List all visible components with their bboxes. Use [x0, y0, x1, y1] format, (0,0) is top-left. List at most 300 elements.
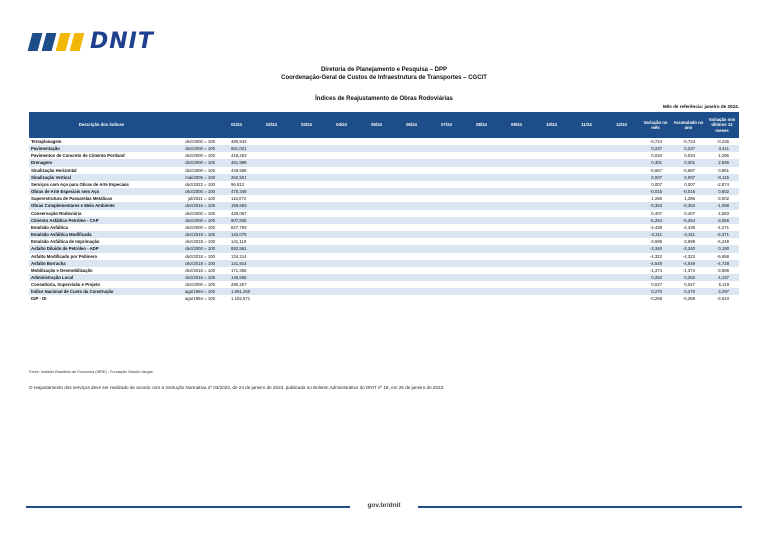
empty-month-cell [289, 167, 324, 174]
col-header-month: 11/24 [569, 112, 604, 138]
index-name-cell: Administração Local [29, 274, 174, 281]
empty-month-cell [289, 238, 324, 245]
twelve-month-variation-cell: -1,098 [705, 202, 739, 209]
empty-month-cell [394, 231, 429, 238]
empty-month-cell [534, 181, 569, 188]
empty-month-cell [534, 195, 569, 202]
index-value-cell: 141,914 [219, 260, 254, 267]
monthly-variation-cell: -4,322 [649, 253, 662, 259]
monthly-variation-cell: 0,027 [651, 282, 662, 288]
empty-month-cell [464, 253, 499, 260]
empty-month-cell [394, 295, 429, 302]
empty-month-cell [569, 195, 604, 202]
index-name-cell: Sinalização Horizontal [31, 167, 77, 173]
empty-month-cell [324, 138, 359, 145]
table-row [29, 167, 739, 174]
footer-url: gov.br/dnit [367, 502, 401, 509]
index-value-cell: 892,861 [219, 245, 254, 252]
footer-line-right [418, 506, 742, 508]
table-row [29, 253, 739, 260]
empty-month-cell [289, 288, 324, 295]
empty-month-cell [289, 253, 324, 260]
empty-month-cell [604, 152, 639, 159]
base-period-cell: ago/1994 = 100 [174, 288, 219, 295]
twelve-month-variation-cell: -0,236 [716, 139, 729, 144]
empty-month-cell [324, 238, 359, 245]
empty-month-cell [254, 238, 289, 245]
empty-month-cell [604, 188, 639, 195]
base-period-cell: dez/2000 = 100 [185, 167, 215, 173]
empty-month-cell [534, 231, 569, 238]
empty-month-cell [254, 202, 289, 209]
empty-month-cell [359, 245, 394, 252]
empty-month-cell [254, 274, 289, 281]
empty-month-cell [569, 167, 604, 174]
empty-month-cell [429, 295, 464, 302]
empty-month-cell [394, 174, 429, 181]
empty-month-cell [254, 167, 289, 174]
table-row [29, 159, 739, 166]
index-name-cell: Conservação Rodoviária [31, 210, 82, 216]
empty-month-cell [499, 245, 534, 252]
empty-month-cell [604, 238, 639, 245]
index-name-cell: Pavimentação [29, 145, 174, 152]
base-period-cell: dez/2018 = 100 [174, 260, 219, 267]
empty-month-cell [324, 253, 359, 260]
empty-month-cell [604, 138, 639, 145]
empty-month-cell [464, 210, 499, 217]
indices-table [29, 112, 739, 303]
empty-month-cell [569, 260, 604, 267]
empty-month-cell [499, 138, 534, 145]
empty-month-cell [569, 145, 604, 152]
dnit-logo [30, 29, 154, 54]
empty-month-cell [394, 224, 429, 231]
empty-month-cell [289, 281, 324, 288]
empty-month-cell [359, 188, 394, 195]
year-accumulated-cell: 0,034 [684, 153, 695, 159]
monthly-variation-cell: 0,007 [639, 174, 672, 181]
empty-month-cell [289, 181, 324, 188]
col-header-month: 08/24 [464, 112, 499, 138]
monthly-variation-cell: 0,252 [639, 274, 672, 281]
index-value-cell: 461,999 [219, 159, 254, 166]
empty-month-cell [429, 210, 464, 217]
empty-month-cell [464, 138, 499, 145]
empty-month-cell [429, 138, 464, 145]
empty-month-cell [569, 281, 604, 288]
empty-month-cell [394, 159, 429, 166]
col-header-month: 03/24 [289, 112, 324, 138]
empty-month-cell [429, 188, 464, 195]
twelve-month-variation-cell: -4,728 [705, 260, 739, 267]
empty-month-cell [534, 217, 569, 224]
index-name-cell: Terraplanagem [31, 139, 62, 144]
empty-month-cell [324, 188, 359, 195]
empty-month-cell [254, 260, 289, 267]
col-header-month: 06/24 [394, 112, 429, 138]
empty-month-cell [324, 159, 359, 166]
year-accumulated-cell: 0,270 [672, 288, 705, 295]
monthly-variation-cell: -3,311 [639, 231, 672, 238]
empty-month-cell [324, 295, 359, 302]
twelve-month-variation-cell: -3,886 [716, 267, 729, 273]
monthly-variation-cell: -0,015 [639, 188, 672, 195]
empty-month-cell [534, 188, 569, 195]
empty-month-cell [604, 167, 639, 174]
index-value-cell: 827,793 [231, 224, 247, 230]
index-name-cell: Emulsão Asfáltica Modificada [29, 231, 174, 238]
empty-month-cell [499, 202, 534, 209]
empty-month-cell [254, 210, 289, 217]
empty-month-cell [604, 245, 639, 252]
empty-month-cell [359, 217, 394, 224]
year-accumulated-cell: -0,667 [682, 167, 695, 173]
monthly-variation-cell: -0,667 [649, 167, 662, 173]
monthly-variation-cell: -1,374 [649, 267, 662, 273]
empty-month-cell [464, 245, 499, 252]
logo-text: DNIT [90, 29, 154, 54]
index-name-cell: Cimento Asfáltico Petróleo - CAP [29, 217, 174, 224]
empty-month-cell [394, 267, 429, 274]
footer-line-left [26, 506, 350, 508]
empty-month-cell [499, 167, 534, 174]
empty-month-cell [254, 231, 289, 238]
index-name-cell: Serviços com Aço para Obras de Arte Especiais [31, 181, 129, 187]
table-row [29, 195, 739, 202]
empty-month-cell [569, 181, 604, 188]
empty-month-cell [359, 224, 394, 231]
empty-month-cell [359, 167, 394, 174]
empty-month-cell [604, 210, 639, 217]
col-header-month: 07/24 [429, 112, 464, 138]
empty-month-cell [324, 181, 359, 188]
empty-month-cell [534, 152, 569, 159]
empty-month-cell [569, 274, 604, 281]
empty-month-cell [289, 260, 324, 267]
empty-month-cell [604, 181, 639, 188]
base-period-cell: jul/2021 = 100 [187, 196, 215, 202]
empty-month-cell [534, 145, 569, 152]
twelve-month-variation-cell: -0,115 [705, 174, 739, 181]
empty-month-cell [394, 167, 429, 174]
col-header-var-mes: Variação no mês [639, 112, 672, 138]
empty-month-cell [534, 253, 569, 260]
empty-month-cell [254, 267, 289, 274]
year-accumulated-cell: -3,340 [672, 245, 705, 252]
empty-month-cell [429, 245, 464, 252]
index-name-cell: Consultoria, Supervisão e Projeto [31, 282, 101, 288]
empty-month-cell [359, 295, 394, 302]
empty-month-cell [359, 210, 394, 217]
twelve-month-variation-cell: 1,296 [718, 153, 729, 159]
logo-bar-3 [56, 33, 71, 51]
empty-month-cell [289, 274, 324, 281]
empty-month-cell [289, 138, 324, 145]
col-header-month: 12/24 [604, 112, 639, 138]
table-row [29, 231, 739, 238]
year-accumulated-cell: -0,353 [672, 202, 705, 209]
base-period-cell: dez/2018 = 100 [185, 253, 215, 259]
twelve-month-variation-cell: 4,583 [718, 210, 729, 216]
base-period-cell: dez/2000 = 100 [174, 245, 219, 252]
empty-month-cell [464, 288, 499, 295]
empty-month-cell [534, 274, 569, 281]
empty-month-cell [289, 224, 324, 231]
empty-month-cell [499, 231, 534, 238]
empty-month-cell [254, 224, 289, 231]
table-row [29, 281, 739, 288]
empty-month-cell [604, 224, 639, 231]
twelve-month-variation-cell: -3,610 [716, 296, 729, 302]
empty-month-cell [604, 267, 639, 274]
empty-month-cell [499, 260, 534, 267]
twelve-month-variation-cell: 0,190 [705, 245, 739, 252]
index-value-cell: 418,463 [231, 153, 247, 159]
empty-month-cell [569, 231, 604, 238]
base-period-cell: dez/2000 = 100 [185, 210, 215, 216]
empty-month-cell [254, 195, 289, 202]
table-header-row [29, 112, 739, 138]
empty-month-cell [254, 288, 289, 295]
base-period-cell: dez/2000 = 100 [185, 153, 215, 159]
monthly-variation-cell: -0,353 [639, 202, 672, 209]
empty-month-cell [499, 181, 534, 188]
empty-month-cell [604, 295, 639, 302]
empty-month-cell [394, 260, 429, 267]
empty-month-cell [534, 267, 569, 274]
empty-month-cell [429, 253, 464, 260]
empty-month-cell [394, 152, 429, 159]
index-name-cell: Emulsão Asfáltica de Imprimação [31, 239, 100, 245]
empty-month-cell [394, 253, 429, 260]
index-value-cell: 141,119 [231, 239, 247, 245]
empty-month-cell [429, 281, 464, 288]
empty-month-cell [569, 138, 604, 145]
monthly-variation-cell: -0,269 [649, 296, 662, 302]
empty-month-cell [534, 238, 569, 245]
monthly-variation-cell: -3,340 [639, 245, 672, 252]
empty-month-cell [499, 188, 534, 195]
year-accumulated-cell: -4,549 [672, 260, 705, 267]
table-row [29, 260, 739, 267]
index-value-cell: 470,348 [219, 188, 254, 195]
twelve-month-variation-cell: -5,658 [716, 253, 729, 259]
empty-month-cell [534, 245, 569, 252]
twelve-month-variation-cell: 0,602 [705, 188, 739, 195]
empty-month-cell [289, 145, 324, 152]
monthly-variation-cell: 0,034 [651, 153, 662, 159]
col-header-acum-ano: Acumulado no ano [672, 112, 705, 138]
document-title: Índices de Reajustamento de Obras Rodoviárias [315, 96, 453, 102]
index-value-cell: 171,365 [231, 267, 247, 273]
monthly-variation-cell: 0,270 [639, 288, 672, 295]
logo-bar-1 [28, 33, 43, 51]
empty-month-cell [464, 238, 499, 245]
twelve-month-variation-cell: -3,002 [716, 196, 729, 202]
base-period-cell: mai/2005 = 100 [174, 174, 219, 181]
empty-month-cell [359, 138, 394, 145]
table-row [29, 181, 739, 188]
index-name-cell: Emulsão Asfáltica [31, 224, 68, 230]
empty-month-cell [359, 152, 394, 159]
index-value-cell: 262,501 [219, 174, 254, 181]
empty-month-cell [394, 138, 429, 145]
empty-month-cell [254, 217, 289, 224]
empty-month-cell [569, 253, 604, 260]
empty-month-cell [429, 181, 464, 188]
twelve-month-variation-cell: -4,271 [716, 224, 729, 230]
empty-month-cell [569, 188, 604, 195]
empty-month-cell [499, 145, 534, 152]
empty-month-cell [289, 152, 324, 159]
index-value-cell: 96,812 [231, 181, 245, 187]
empty-month-cell [394, 245, 429, 252]
monthly-variation-cell: 0,007 [651, 181, 662, 187]
empty-month-cell [464, 231, 499, 238]
empty-month-cell [254, 295, 289, 302]
monthly-variation-cell: -4,438 [649, 224, 662, 230]
table-row [29, 210, 739, 217]
year-accumulated-cell: -1,374 [682, 267, 695, 273]
empty-month-cell [569, 202, 604, 209]
empty-month-cell [569, 245, 604, 252]
base-period-cell: dez/2016 = 100 [174, 274, 219, 281]
monthly-variation-cell: -3,689 [649, 239, 662, 245]
empty-month-cell [254, 152, 289, 159]
empty-month-cell [429, 224, 464, 231]
empty-month-cell [604, 217, 639, 224]
empty-month-cell [289, 267, 324, 274]
empty-month-cell [394, 145, 429, 152]
empty-month-cell [324, 260, 359, 267]
empty-month-cell [534, 281, 569, 288]
empty-month-cell [289, 188, 324, 195]
empty-month-cell [499, 152, 534, 159]
empty-month-cell [464, 260, 499, 267]
empty-month-cell [464, 145, 499, 152]
twelve-month-variation-cell: 5,119 [718, 282, 729, 288]
year-accumulated-cell: -4,438 [682, 224, 695, 230]
index-name-cell: Drenagem [29, 159, 174, 166]
empty-month-cell [429, 152, 464, 159]
base-period-cell: dez/2000 = 100 [185, 139, 215, 144]
empty-month-cell [324, 195, 359, 202]
empty-month-cell [499, 217, 534, 224]
col-header-month: 02/24 [254, 112, 289, 138]
index-value-cell: 428,067 [231, 210, 247, 216]
table-row [29, 245, 739, 252]
empty-month-cell [324, 267, 359, 274]
col-header-var-12: Variação nos últimos 12 meses [705, 112, 739, 138]
empty-month-cell [534, 159, 569, 166]
empty-month-cell [499, 224, 534, 231]
index-value-cell: 142,075 [219, 231, 254, 238]
empty-month-cell [324, 217, 359, 224]
empty-month-cell [289, 210, 324, 217]
empty-month-cell [569, 238, 604, 245]
index-value-cell: 1.091,250 [219, 288, 254, 295]
empty-month-cell [534, 210, 569, 217]
year-accumulated-cell: 0,007 [684, 181, 695, 187]
index-name-cell: Asfalto Diluído de Petróleo - ADP [29, 245, 174, 252]
logo-bar-2 [42, 33, 57, 51]
empty-month-cell [464, 217, 499, 224]
table-row [29, 174, 739, 181]
empty-month-cell [289, 217, 324, 224]
empty-month-cell [569, 217, 604, 224]
empty-month-cell [569, 288, 604, 295]
table-row [29, 224, 739, 231]
regulation-note: O reajustamento dos serviços deve ser realizado de acordo com a Instrução Normativa nº 03/2023, de 24 de janeiro de 2023, publicada no Boletim Administrativo do DNIT nº 18, em 25 de janeiro de 2023. [29, 385, 445, 390]
empty-month-cell [604, 260, 639, 267]
base-period-cell: dez/2000 = 100 [174, 188, 219, 195]
empty-month-cell [464, 281, 499, 288]
empty-month-cell [254, 145, 289, 152]
empty-month-cell [289, 245, 324, 252]
empty-month-cell [429, 159, 464, 166]
col-header-month: 09/24 [499, 112, 534, 138]
index-name-cell: Asfalto Modificado por Polímero [31, 253, 98, 259]
empty-month-cell [534, 174, 569, 181]
table-row [29, 138, 739, 145]
index-name-cell: Asfalto Borracha [29, 260, 174, 267]
base-period-cell: dez/2016 = 100 [185, 267, 215, 273]
index-value-cell: 561,021 [219, 145, 254, 152]
empty-month-cell [324, 231, 359, 238]
empty-month-cell [429, 202, 464, 209]
empty-month-cell [499, 267, 534, 274]
monthly-variation-cell: 0,301 [639, 159, 672, 166]
empty-month-cell [604, 231, 639, 238]
year-accumulated-cell: -4,322 [682, 253, 695, 259]
empty-month-cell [464, 167, 499, 174]
directorate-heading: Diretoria de Planejamento e Pesquisa – DPP [320, 67, 448, 73]
empty-month-cell [394, 195, 429, 202]
base-period-cell: dez/2000 = 100 [174, 145, 219, 152]
empty-month-cell [499, 288, 534, 295]
empty-month-cell [394, 210, 429, 217]
empty-month-cell [359, 181, 394, 188]
index-name-cell: Obras Complementares e Meio Ambiente [29, 202, 174, 209]
empty-month-cell [324, 210, 359, 217]
empty-month-cell [324, 145, 359, 152]
empty-month-cell [534, 224, 569, 231]
empty-month-cell [359, 281, 394, 288]
twelve-month-variation-cell: 3,411 [705, 145, 739, 152]
monthly-variation-cell: 0,407 [651, 210, 662, 216]
empty-month-cell [429, 145, 464, 152]
empty-month-cell [569, 224, 604, 231]
empty-month-cell [429, 260, 464, 267]
empty-month-cell [604, 288, 639, 295]
empty-month-cell [359, 260, 394, 267]
empty-month-cell [394, 181, 429, 188]
empty-month-cell [604, 159, 639, 166]
empty-month-cell [324, 202, 359, 209]
year-accumulated-cell: -3,311 [672, 231, 705, 238]
empty-month-cell [394, 281, 429, 288]
empty-month-cell [359, 231, 394, 238]
empty-month-cell [534, 288, 569, 295]
base-period-cell: dez/2000 = 100 [185, 224, 215, 230]
table-row [29, 267, 739, 274]
base-period-cell: dez/2000 = 100 [174, 217, 219, 224]
empty-month-cell [534, 295, 569, 302]
col-header-month: 04/24 [324, 112, 359, 138]
index-value-cell: 480,943 [231, 139, 247, 144]
empty-month-cell [394, 238, 429, 245]
